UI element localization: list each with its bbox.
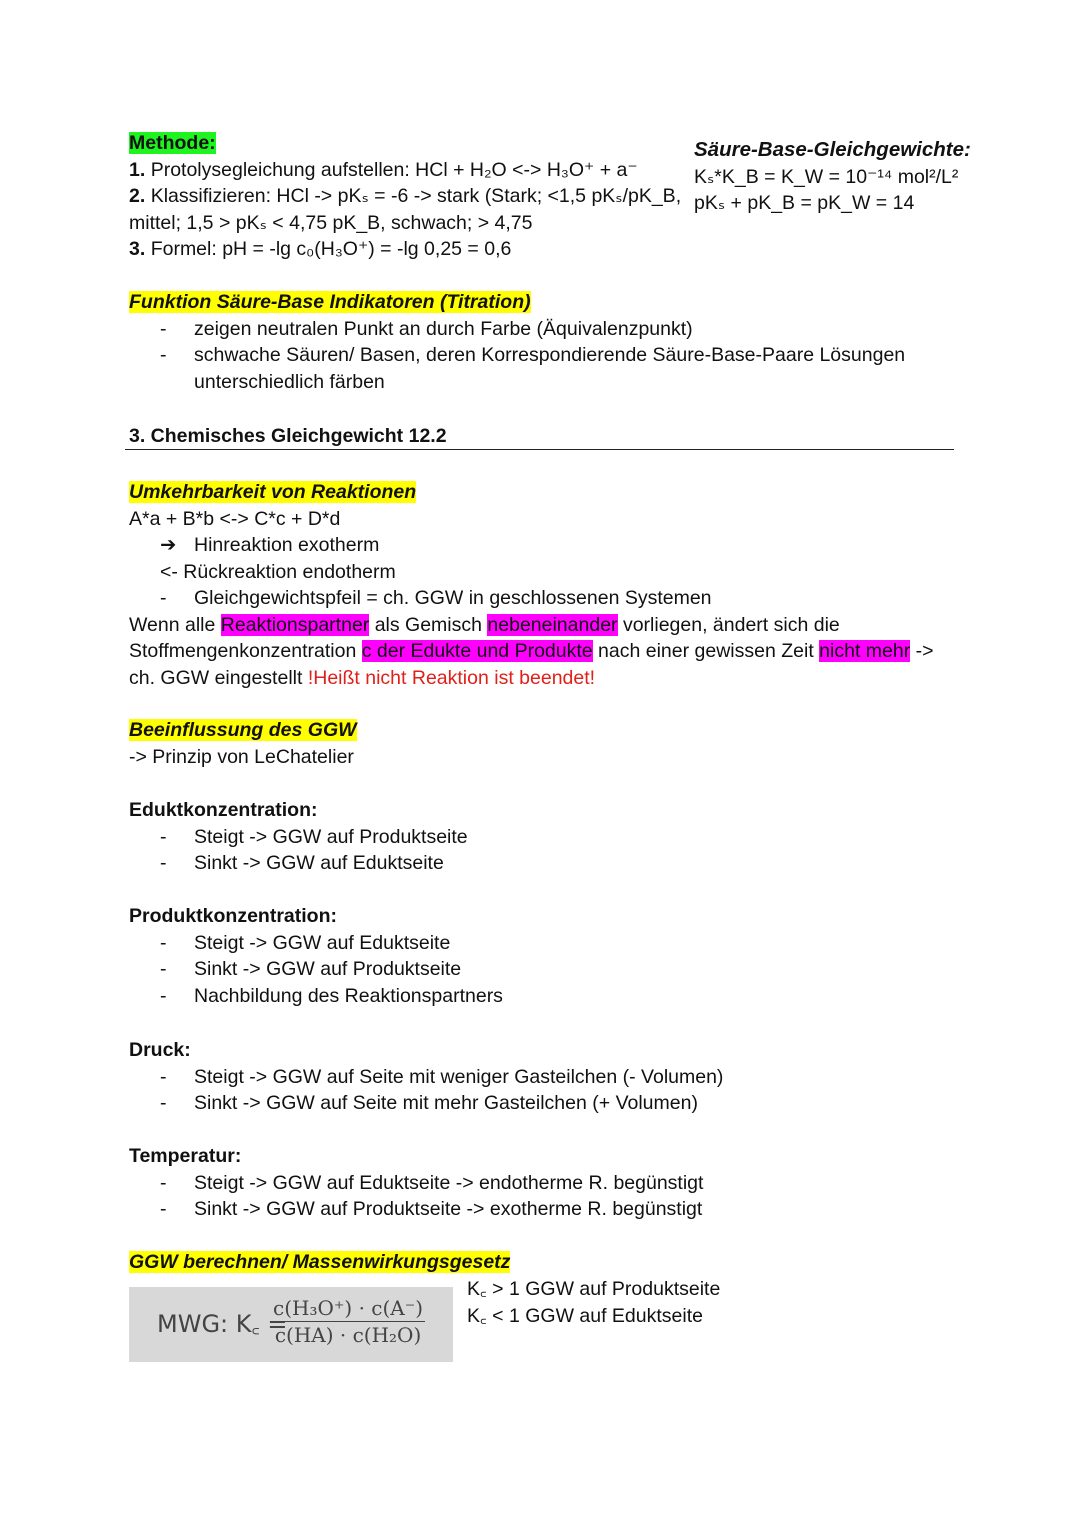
warning-text: !Heißt nicht Reaktion ist beendet! (307, 666, 596, 689)
list-item: - Steigt -> GGW auf Produktseite (129, 824, 468, 851)
saeure-base-heading: Säure-Base-Gleichgewichte: (694, 138, 971, 161)
lechatelier-line: -> Prinzip von LeChatelier (129, 745, 354, 768)
hinreaktion-item (129, 532, 934, 559)
methode-step-2-cont: mittel; 1,5 > pKₛ < 4,75 pK_B, schwach; > 4,75 (129, 211, 533, 234)
methode-block (129, 130, 681, 263)
text: -> (910, 640, 934, 662)
list-item: - Sinkt -> GGW auf Seite mit mehr Gasteilchen (+ Volumen) (129, 1090, 723, 1117)
paragraph-line-1 (129, 612, 934, 639)
text: Wenn alle (129, 613, 221, 636)
umkehrbarkeit-heading: Umkehrbarkeit von Reaktionen (129, 481, 417, 503)
formula-denominator: c(HA) · c(H₂O) (274, 1323, 422, 1347)
mwg-block (129, 1249, 510, 1276)
druck-heading: Druck: (129, 1039, 191, 1061)
arrow-right-icon: ➔ (160, 534, 177, 556)
list-item-cont: unterschiedlich färben (194, 370, 385, 393)
saeure-base-box (694, 137, 971, 217)
step-text: Protolysegleichung aufstellen: HCl + H₂O <-> H₃O⁺ + a⁻ (150, 158, 638, 181)
methode-step-2 (129, 183, 681, 210)
rueckreaktion-item: <- Rückreaktion endotherm (160, 560, 396, 583)
temperatur-heading: Temperatur: (129, 1145, 242, 1167)
beeinflussung-heading: Beeinflussung des GGW (129, 719, 357, 741)
beeinflussung-block (129, 717, 357, 770)
formula-numerator: c(H₃O⁺) · c(A⁻) (273, 1296, 424, 1320)
text: Stoffmengenkonzentration (129, 640, 362, 662)
list-item: - Nachbildung des Reaktionspartners (129, 983, 503, 1010)
mwg-formula-image (129, 1287, 453, 1362)
section-title: 3. Chemisches Gleichgewicht 12.2 (129, 425, 447, 447)
paragraph-line-2 (129, 638, 934, 665)
text: ch. GGW eingestellt (129, 666, 308, 689)
list-item: - schwache Säuren/ Basen, deren Korrespondierende Säure-Base-Paare Lösungen (129, 342, 905, 369)
text: als Gemisch (369, 613, 488, 636)
reaction-equation: A*a + B*b <-> C*c + D*d (129, 507, 341, 530)
section-divider (125, 449, 954, 450)
step-number: 2. (129, 185, 146, 207)
step-text: Klassifizieren: HCl -> pKₛ = -6 -> stark (Stark; <1,5 pKₛ/pK_B, (150, 185, 682, 207)
formula-fraction (271, 1295, 425, 1348)
indikatoren-heading: Funktion Säure-Base Indikatoren (Titration) (129, 291, 531, 313)
produkt-heading: Produktkonzentration: (129, 905, 337, 927)
methode-heading: Methode: (129, 132, 216, 154)
step-number: 3. (129, 238, 146, 260)
text: nach einer gewissen Zeit (592, 640, 820, 662)
section-3-block (129, 423, 447, 450)
formula-label: MWG: K꜀ = (157, 1310, 288, 1338)
step-number: 1. (129, 158, 146, 181)
step-text: Formel: pH = -lg c₀(H₃O⁺) = -lg 0,25 = 0,6 (150, 238, 512, 260)
kc-line-1: K꜀ > 1 GGW auf Produktseite (467, 1278, 721, 1300)
list-item: - Steigt -> GGW auf Eduktseite (129, 930, 503, 957)
hinreaktion-text: Hinreaktion exotherm (194, 534, 380, 556)
indikatoren-block (129, 289, 905, 395)
mwg-heading: GGW berechnen/ Massenwirkungsgesetz (129, 1251, 511, 1273)
list-item: - Gleichgewichtspfeil = ch. GGW in geschlossenen Systemen (129, 585, 934, 612)
highlight-nicht-mehr: nicht mehr (819, 640, 911, 662)
highlight-reaktionspartner: Reaktionspartner (220, 613, 370, 636)
highlight-nebeneinander: nebeneinander (487, 613, 618, 636)
kc-notes (467, 1276, 720, 1329)
saeure-base-line-1: Kₛ*K_B = K_W = 10⁻¹⁴ mol²/L² (694, 165, 959, 188)
highlight-edukte-produkte: c der Edukte und Produkte (361, 640, 593, 662)
list-item: - Steigt -> GGW auf Seite mit weniger Gasteilchen (- Volumen) (129, 1064, 723, 1091)
edukt-block (129, 797, 468, 877)
kc-line-2: K꜀ < 1 GGW auf Eduktseite (467, 1304, 703, 1327)
list-item: - Sinkt -> GGW auf Produktseite (129, 956, 503, 983)
list-item: - Steigt -> GGW auf Eduktseite -> endotherme R. begünstigt (129, 1170, 703, 1197)
methode-step-3 (129, 236, 681, 263)
paragraph-line-3 (129, 665, 934, 692)
list-item: - Sinkt -> GGW auf Produktseite -> exotherme R. begünstigt (129, 1196, 703, 1223)
text: vorliegen, ändert sich die (617, 613, 840, 636)
temperatur-block (129, 1143, 703, 1223)
list-item: - Sinkt -> GGW auf Eduktseite (129, 850, 468, 877)
edukt-heading: Eduktkonzentration: (129, 799, 318, 821)
druck-block (129, 1037, 723, 1117)
saeure-base-line-2: pKₛ + pK_B = pK_W = 14 (694, 192, 915, 214)
produkt-block (129, 903, 503, 1009)
umkehrbarkeit-block (129, 479, 934, 691)
methode-step-1 (129, 157, 681, 184)
list-item: - zeigen neutralen Punkt an durch Farbe (Äquivalenzpunkt) (129, 316, 905, 343)
